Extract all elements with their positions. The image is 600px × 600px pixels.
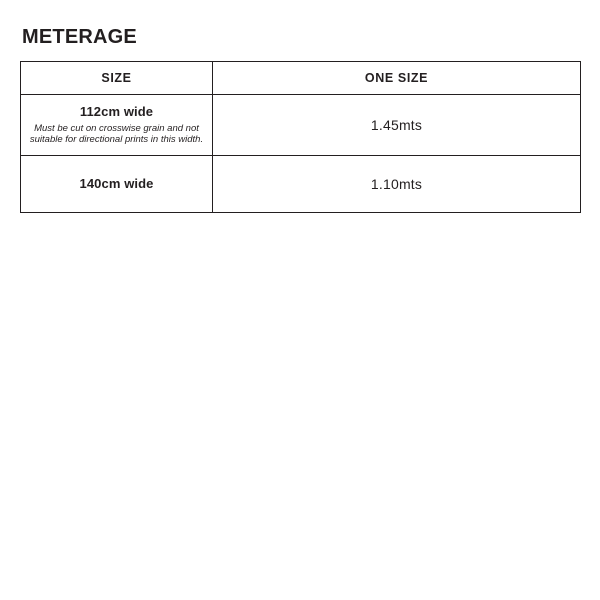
cell-size-140 bbox=[21, 156, 213, 213]
cell-size-112 bbox=[21, 95, 213, 156]
size-label-112: 112cm wide bbox=[79, 103, 154, 119]
column-header-size: SIZE bbox=[21, 62, 213, 95]
cell-one-size-112 bbox=[213, 95, 581, 156]
column-header-one-size: ONE SIZE bbox=[213, 62, 581, 95]
cell-one-size-140 bbox=[213, 156, 581, 213]
size-note-112: Must be cut on crosswise grain and not suitable for directional prints in this width. bbox=[29, 122, 204, 146]
page-title: METERAGE bbox=[22, 26, 137, 48]
size-label-140: 140cm wide bbox=[79, 175, 154, 191]
table-row bbox=[21, 156, 581, 213]
meterage-table bbox=[20, 61, 581, 213]
value-one-size-140: 1.10mts bbox=[370, 176, 423, 192]
value-one-size-112: 1.45mts bbox=[370, 117, 423, 133]
table-header-row bbox=[21, 62, 581, 95]
table-row bbox=[21, 95, 581, 156]
